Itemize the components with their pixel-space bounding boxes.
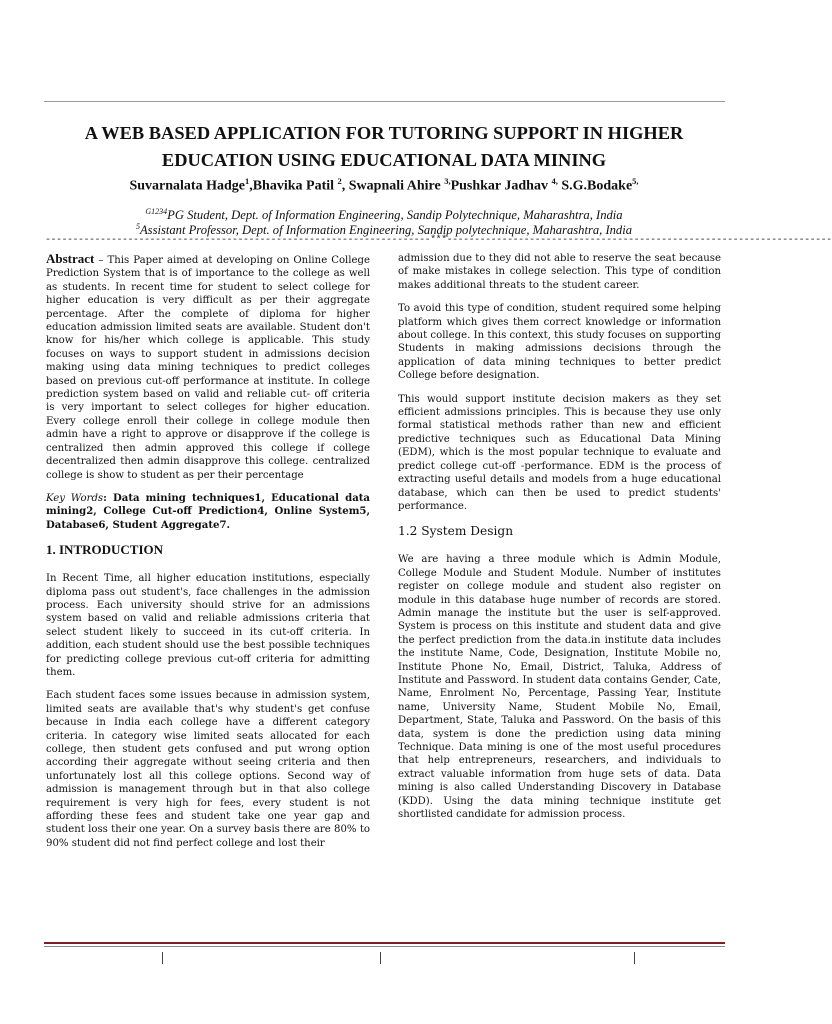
- affiliation-sup: G1234: [145, 207, 168, 216]
- separator-line: ----------------------------------------------------------------------***----------------------------------------------------------------------: [45, 235, 832, 246]
- system-design-heading: 1.2 System Design: [398, 524, 514, 539]
- author-name: , Swapnali Ahire: [341, 178, 445, 194]
- affiliation-sup: 5: [135, 222, 140, 231]
- author-name: Suvarnalata Hadge: [129, 178, 245, 194]
- right-paragraph-2: To avoid this type of condition, student required some helping platform which gives them correct knowledge or information about college. In this context, this study focuses on supporting Students in making admissions decisions through the application of data mining techniques to better predict College before designation.: [398, 303, 721, 382]
- author-sup: 5,: [632, 176, 639, 186]
- right-paragraph-3: This would support institute decision makers as they set efficient admissions principles. This is because they use only formal statistical methods rather than new and efficient predictive techniques such as Educational Data Mining (EDM), which is the most popular technique to evaluate and predict college cut-off -performance. EDM is the process of extracting useful details and models from a huge educational database, which can then be used to predict students' performance.: [398, 393, 721, 512]
- author-sup: 3,: [444, 176, 451, 186]
- footer-divider: [634, 952, 635, 964]
- header-rule: [44, 101, 725, 102]
- abstract-text: – This Paper aimed at developing on Online College Prediction System that is of importance to the college as well as students. In recent time for student to select college for higher education is very difficult as per their aggregate percentage. After the complete of diploma for higher education admission limited seats are available. Student don't know for his/her which college is applicable. This study focuses on ways to support student in admissions decision making using data mining techniques to predict colleges based on previous cut-off performance at institute. In college prediction system based on valid and reliable cut- off criteria is very important to select colleges for higher education. Every college enroll their college in college module then admin have a right to approve or disapprove if the college is centralized then admin approved this college if college decentralized then admin disapprove this college. centralized college is show to student as per their percentage: [46, 255, 370, 481]
- author-sup: 4,: [551, 176, 558, 186]
- keywords-label: Key Words: [46, 492, 104, 504]
- right-paragraph-1: admission due to they did not able to reserve the seat because of make mistakes in college selection. This type of condition makes additional threats to the student career.: [398, 253, 721, 291]
- intro-paragraph-1: In Recent Time, all higher education institutions, especially diploma pass out student's, face challenges in the admission process. Each university should strive for an admissions system based on valid and reliable admissions criteria that select student likely to succeed in its cut-off criteria. In addition, each student should use the best possible techniques for predicting college previous cut-off criteria for admitting them.: [46, 573, 370, 678]
- author-sup: 2: [337, 176, 342, 186]
- footer-rule-light: [44, 946, 725, 947]
- left-column: [46, 252, 370, 860]
- footer-divider: [380, 952, 381, 964]
- affiliation-text: Assistant Professor, Dept. of Information Engineering, Sandip polytechnique, Maharashtra, India: [139, 223, 633, 238]
- footer-rule-dark: [44, 942, 725, 944]
- paper-title: [30, 120, 738, 174]
- keywords-text: : Data mining techniques1, Educational data mining2, College Cut-off Prediction4, Online System5, Database6, Student Aggregate7.: [46, 491, 370, 531]
- author-name: S.G.Bodake: [557, 178, 633, 194]
- author-list: [30, 171, 738, 197]
- title-line-1: A WEB BASED APPLICATION FOR TUTORING SUPPORT IN HIGHER: [84, 123, 684, 143]
- affiliation-text: PG Student, Dept. of Information Engineering, Sandip Polytechnique, Maharashtra, India: [167, 208, 623, 223]
- footer-divider: [162, 952, 163, 964]
- abstract-label: Abstract: [46, 251, 95, 266]
- abstract-paragraph: [46, 252, 370, 482]
- keywords-paragraph: [46, 492, 370, 532]
- title-line-2: EDUCATION USING EDUCATIONAL DATA MINING: [161, 150, 607, 170]
- intro-paragraph-2: Each student faces some issues because in admission system, limited seats are available that's why student's get confuse because in India each college have a different category criteria. In category wise limited seats allocated for each college, then student gets confused and put wrong option according their aggregate without seeing criteria and then unfortunately lost all this college options. Second way of admission is management through but in that also college requirement is very high for fees, every student is not affording these fees and student take one year gap and student loss their one year. On a survey basis there are 80% to 90% student did not find perfect college and lost their: [46, 690, 370, 849]
- author-name: Pushkar Jadhav: [450, 178, 552, 194]
- introduction-heading: 1. INTRODUCTION: [46, 542, 164, 558]
- right-column: [398, 252, 721, 831]
- author-sup: 1: [244, 176, 250, 186]
- author-name: ,Bhavika Patil: [249, 178, 338, 194]
- system-design-paragraph: We are having a three module which is Admin Module, College Module and Student Module. Number of institutes register on college module and student also register on module in this database huge number of records are stored. Admin manage the institute but the user is self-approved. System is process on this institute and student data and give the perfect prediction from the data.in institute data includes the institute Name, Code, Designation, Institute Mobile no, Institute Phone No, Email, District, Taluka, Address of Institute and Password. In student data contains Gender, Cate, Name, Enrolment No, Percentage, Passing Year, Institute name, University Name, Student Mobile No, Email, Department, State, Taluka and Password. On the basis of this data, system is done the prediction using data mining Technique. Data mining is one of the most useful procedures that help entrepreneurs, researchers, and individuals to extract valuable information from huge sets of data. Data mining is also called Understanding Discovery in Database (KDD). Using the data mining technique institute get shortlisted candidate for admission process.: [398, 554, 721, 821]
